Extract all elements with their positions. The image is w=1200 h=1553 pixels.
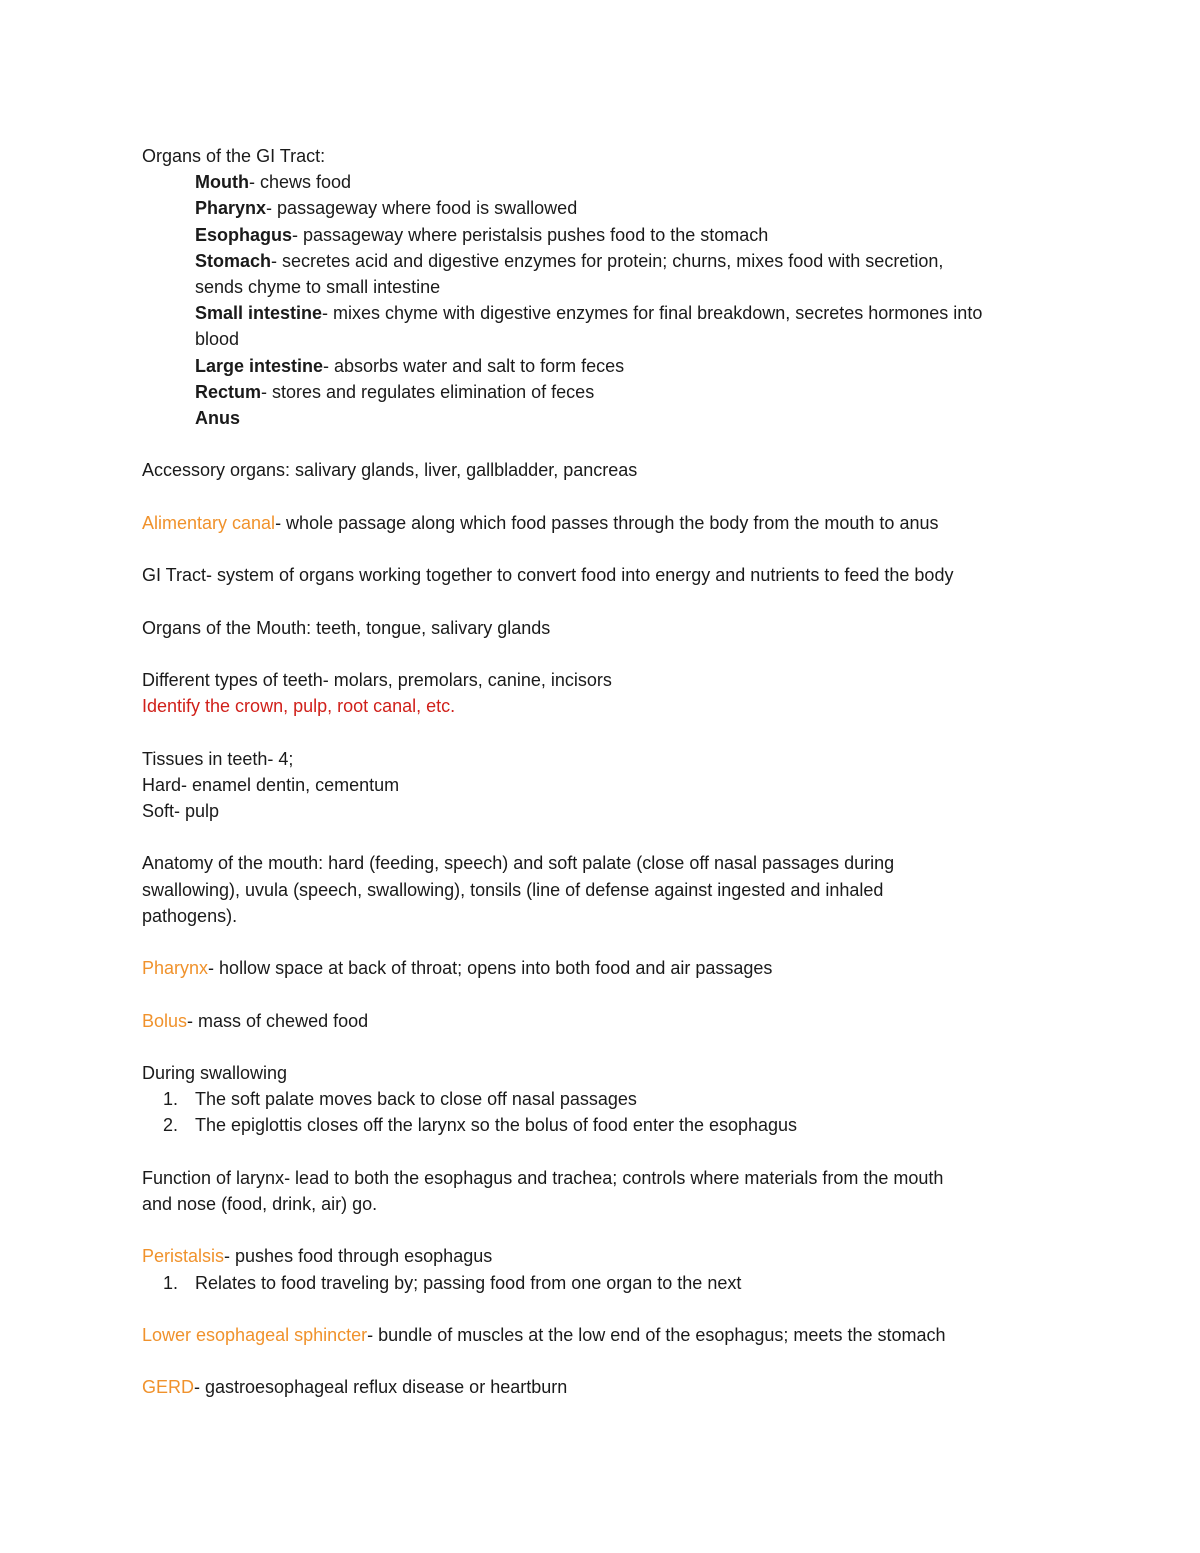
organ-desc: - mixes chyme with digestive enzymes for final breakdown, secretes hormones into	[322, 303, 983, 324]
organ-item	[142, 300, 1072, 326]
organ-desc: - absorbs water and salt to form feces	[323, 355, 625, 376]
organ-name: Small intestine	[195, 303, 323, 324]
organ-name: Large intestine	[195, 355, 324, 376]
organ-name: Esophagus	[195, 224, 293, 245]
organ-desc-continued: sends chyme to small intestine	[195, 277, 441, 298]
teeth-types: Different types of teeth- molars, premolars, canine, incisors	[142, 669, 612, 690]
term: Peristalsis	[142, 1246, 225, 1267]
definition: - pushes food through esophagus	[224, 1246, 493, 1267]
term: GERD	[142, 1377, 195, 1398]
list-number: 1.	[162, 1272, 178, 1293]
anatomy-line: pathogens).	[142, 905, 238, 926]
list-item	[142, 1112, 1072, 1138]
definition: - whole passage along which food passes through the body from the mouth to anus	[275, 512, 939, 533]
les-def	[142, 1322, 1072, 1348]
swallowing-steps	[142, 1086, 1072, 1138]
list-item	[142, 1086, 1072, 1112]
accessory-organs: Accessory organs: salivary glands, liver, gallbladder, pancreas	[142, 460, 638, 481]
peristalsis-def	[142, 1243, 1072, 1269]
definition: - bundle of muscles at the low end of the esophagus; meets the stomach	[367, 1324, 946, 1345]
larynx-line: Function of larynx- lead to both the esophagus and trachea; controls where materials from the mouth	[142, 1167, 944, 1188]
anatomy-line: swallowing), uvula (speech, swallowing), tonsils (line of defense against ingested and inhaled	[142, 879, 884, 900]
document-body	[142, 143, 1072, 1401]
organ-desc: - stores and regulates elimination of feces	[261, 381, 595, 402]
mouth-organs: Organs of the Mouth: teeth, tongue, salivary glands	[142, 617, 551, 638]
organ-name: Rectum	[195, 381, 262, 402]
list-number: 2.	[162, 1115, 178, 1136]
identify-note: Identify the crown, pulp, root canal, etc.	[142, 696, 456, 717]
anatomy-line: Anatomy of the mouth: hard (feeding, speech) and soft palate (close off nasal passages during	[142, 853, 895, 874]
organ-desc: - chews food	[248, 172, 352, 193]
organ-item	[142, 169, 1072, 195]
list-text: Relates to food traveling by; passing food from one organ to the next	[195, 1272, 742, 1293]
list-item	[142, 1270, 1072, 1296]
definition: - mass of chewed food	[187, 1010, 369, 1031]
term: Alimentary canal	[142, 512, 276, 533]
organ-name: Stomach	[195, 250, 272, 271]
organ-item	[142, 248, 1072, 274]
list-number: 1.	[162, 1089, 178, 1110]
organ-item	[142, 405, 1072, 431]
organ-desc: - secretes acid and digestive enzymes for protein; churns, mixes food with secretion,	[271, 250, 944, 271]
term: Lower esophageal sphincter	[142, 1324, 368, 1345]
gi-tract-heading: Organs of the GI Tract:	[142, 146, 326, 166]
list-text: The soft palate moves back to close off nasal passages	[195, 1089, 637, 1110]
organ-name: Pharynx	[195, 198, 267, 219]
term: Bolus	[142, 1010, 188, 1031]
organ-name: Mouth	[195, 172, 249, 193]
organ-item	[142, 353, 1072, 379]
definition: - hollow space at back of throat; opens into both food and air passages	[208, 958, 773, 979]
definition: - gastroesophageal reflux disease or heartburn	[194, 1377, 568, 1398]
organ-desc-continued: blood	[195, 329, 240, 350]
bolus-def	[142, 1008, 1072, 1034]
organ-name: Anus	[195, 408, 240, 429]
term: Pharynx	[142, 958, 209, 979]
pharynx-def	[142, 955, 1072, 981]
gi-tract-def: GI Tract- system of organs working together to convert food into energy and nutrients to feed the body	[142, 565, 954, 586]
larynx-line: and nose (food, drink, air) go.	[142, 1193, 378, 1214]
organ-item	[142, 379, 1072, 405]
peristalsis-steps	[142, 1270, 1072, 1296]
gerd-def	[142, 1374, 1072, 1400]
tissues-soft: Soft- pulp	[142, 800, 220, 821]
organ-item	[142, 195, 1072, 221]
organ-desc: - passageway where food is swallowed	[266, 198, 578, 219]
swallowing-heading: During swallowing	[142, 1062, 288, 1083]
organ-desc: - passageway where peristalsis pushes food to the stomach	[292, 224, 769, 245]
organ-item	[142, 222, 1072, 248]
tissues-line: Tissues in teeth- 4;	[142, 748, 294, 769]
list-text: The epiglottis closes off the larynx so the bolus of food enter the esophagus	[195, 1115, 798, 1136]
alimentary-canal-def	[142, 510, 1072, 536]
tissues-hard: Hard- enamel dentin, cementum	[142, 774, 400, 795]
